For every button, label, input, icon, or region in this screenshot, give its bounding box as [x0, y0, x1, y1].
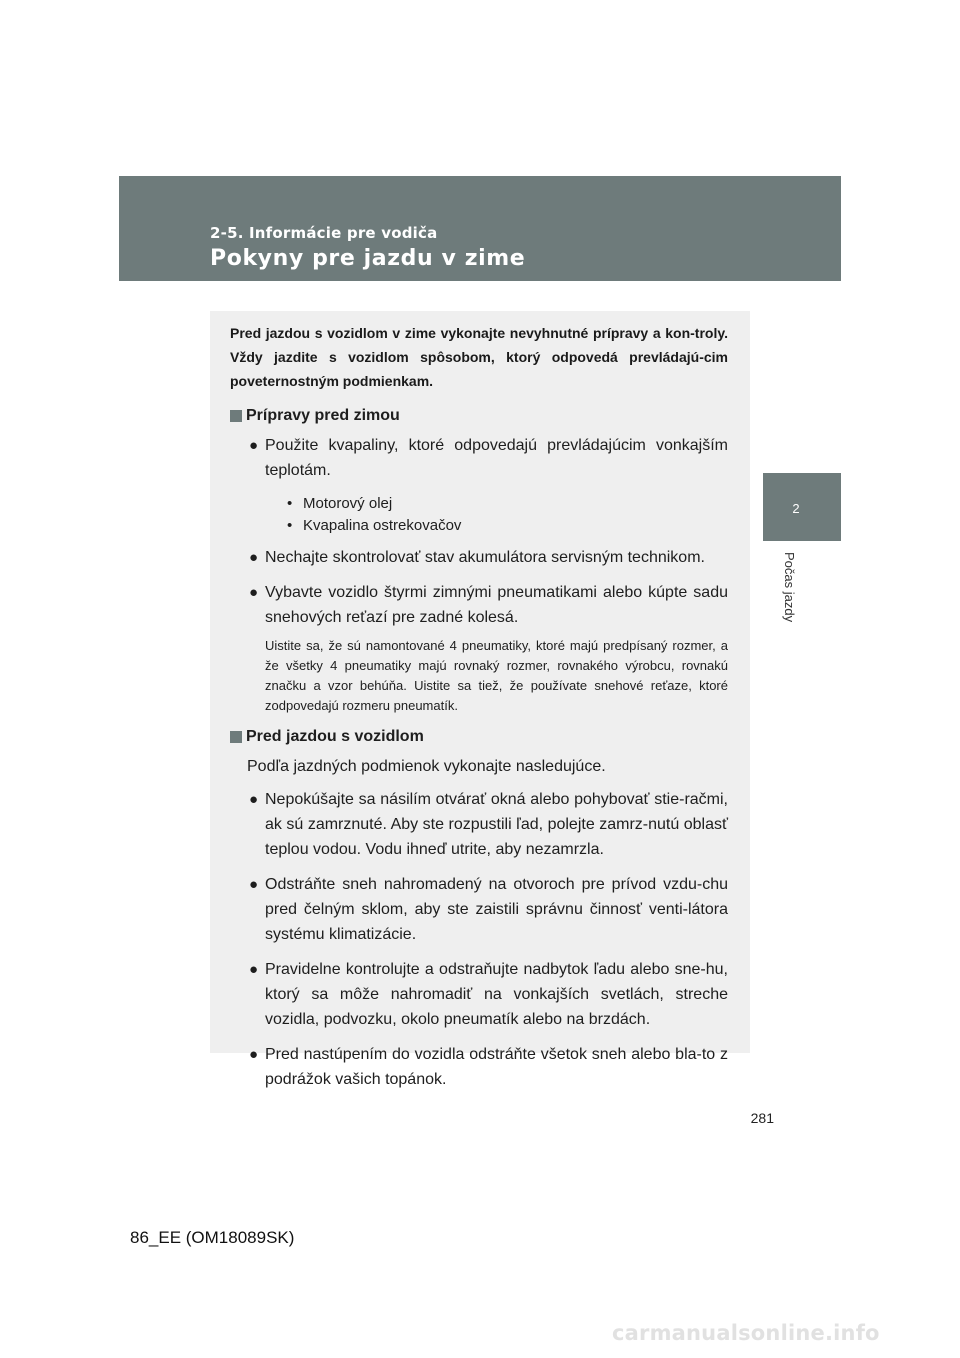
- bullet-item: [230, 787, 728, 862]
- chapter-tab: [763, 473, 841, 541]
- square-bullet-icon: [230, 731, 242, 743]
- bullet-dot-icon: ●: [249, 549, 259, 566]
- bullet-text: Nepokúšajte sa násilím otvárať okná alebo pohybovať stie-račmi, ak sú zamrznuté. Aby ste rozpustili ľad, polejte zamrz-nutú oblasť teplou vodou. Vodu ihneď utrite, aby nezamrzla.: [265, 791, 728, 858]
- bullet-dot-icon: ●: [249, 1046, 259, 1063]
- section-label: 2-5. Informácie pre vodiča: [210, 224, 438, 242]
- sublist-item-text: Motorový olej: [303, 495, 393, 512]
- bullet-text: Vybavte vozidlo štyrmi zimnými pneumatikami alebo kúpte sadu snehových reťazí pre zadné kolesá.: [265, 584, 728, 626]
- intro-text: Pred jazdou s vozidlom v zime vykonajte nevyhnutné prípravy a kon-troly. Vždy jazdite s vozidlom spôsobom, ktorý odpovedá prevládajú-cim poveternostným podmienkam.: [230, 325, 728, 389]
- watermark: carmanualsonline.info: [612, 1321, 880, 1345]
- page-number: 281: [750, 1110, 774, 1126]
- bullet-text: Nechajte skontrolovať stav akumulátora servisným technikom.: [265, 549, 705, 566]
- heading-text: Prípravy pred zimou: [246, 407, 400, 424]
- bullet-text: Pred nastúpením do vozidla odstráňte všetok sneh alebo bla-to z podrážok vašich topánok.: [265, 1046, 728, 1088]
- bullet-dot-icon: ●: [249, 961, 259, 978]
- bullet-dot-icon: ●: [249, 791, 259, 808]
- bullet-item: [230, 580, 728, 630]
- document-code: 86_EE (OM18089SK): [130, 1228, 295, 1247]
- page-title: Pokyny pre jazdu v zime: [210, 246, 526, 271]
- sub-bullet-icon: •: [287, 495, 293, 512]
- bullet-text: Použite kvapaliny, ktoré odpovedajú prevládajúcim vonkajším teplotám.: [265, 437, 728, 479]
- sublist: [230, 493, 728, 537]
- bullet-item: [230, 957, 728, 1032]
- bullet-item: [230, 545, 728, 570]
- sublist-item-text: Kvapalina ostrekovačov: [303, 517, 462, 534]
- sublist-item: [287, 515, 728, 537]
- bullet-item: [230, 433, 728, 483]
- bullet-item: [230, 872, 728, 947]
- chapter-number: 2: [792, 501, 800, 516]
- square-bullet-icon: [230, 410, 242, 422]
- bullet-dot-icon: ●: [249, 876, 259, 893]
- sublist-item: [287, 493, 728, 515]
- tire-note: Uistite sa, že sú namontované 4 pneumatiky, ktoré majú predpísaný rozmer, a že všetky 4 pneumatiky majú rovnaký rozmer, rovnakého výrobcu, rovnakú značku a vzor behúňa. Uistite sa tiež, že používate snehové reťaze, ktoré zodpovedajú rozmeru pneumatík.: [265, 638, 728, 713]
- lead-text: Podľa jazdných podmienok vykonajte nasledujúce.: [247, 758, 606, 775]
- section-header: [119, 176, 841, 281]
- bullet-text: Pravidelne kontrolujte a odstraňujte nadbytok ľadu alebo sne-hu, ktorý sa môže nahromadiť na vonkajších svetlách, streche vozidla, podvozku, okolo pneumatík alebo na brzdách.: [265, 961, 728, 1028]
- bullet-text: Odstráňte sneh nahromadený na otvoroch pre prívod vzdu-chu pred čelným sklom, aby ste zaistili správnu činnosť venti-látora systému klimatizácie.: [265, 876, 728, 943]
- content-box: [210, 311, 750, 1088]
- bullet-item: [230, 1042, 728, 1092]
- bullet-dot-icon: ●: [249, 437, 259, 454]
- chapter-name-text: Počas jazdy: [782, 552, 797, 623]
- sub-bullet-icon: •: [287, 517, 293, 534]
- section-heading-before-driving: [230, 726, 728, 748]
- section-heading-winter-prep: [230, 405, 728, 427]
- chapter-name: [783, 552, 805, 642]
- bullet-dot-icon: ●: [249, 584, 259, 601]
- heading-text: Pred jazdou s vozidlom: [246, 728, 424, 745]
